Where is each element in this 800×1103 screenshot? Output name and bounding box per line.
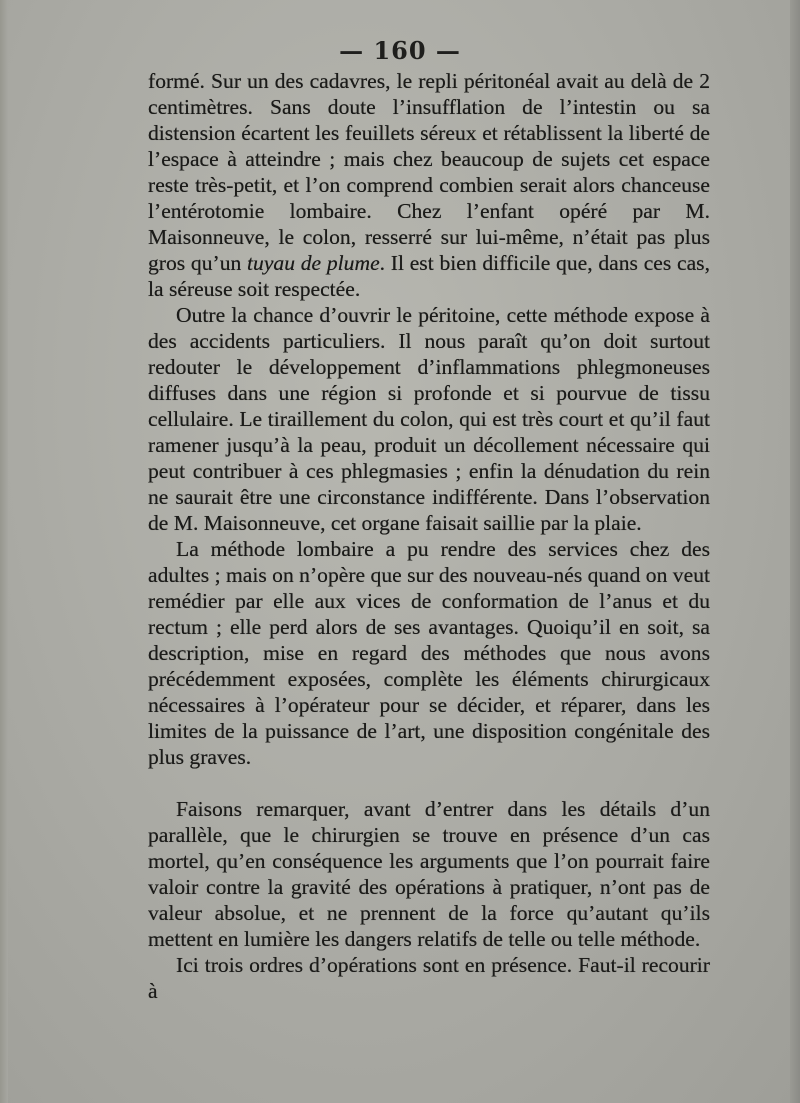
paragraph-1-italic: tuyau de plume [247, 251, 380, 275]
page-left-edge [0, 0, 8, 1103]
paragraph-5: Ici trois ordres d’opérations sont en présence. Faut-il recourir à [148, 953, 710, 1003]
body-text [148, 68, 710, 1004]
paragraph-4: Faisons remarquer, avant d’entrer dans les détails d’un parallèle, que le chirurgien se trouve en présence d’un cas mortel, qu’en conséquence les arguments que l’on pourrait faire valoir contre la gravité des opérations à pratiquer, n’ont pas de valeur absolue, et ne prennent de la force qu’autant qu’ils mettent en lumière les dangers relatifs de telle ou telle méthode. [148, 797, 710, 951]
page-number: — 160 — [339, 36, 461, 65]
paragraph-1-text-b: . Il est bien difficile que, dans ces cas, la séreuse soit respectée. [148, 251, 710, 301]
paragraph-2: Outre la chance d’ouvrir le péritoine, cette méthode expose à des accidents particuliers. Il nous paraît qu’on doit surtout redouter le développement d’inflammations phlegmoneuses diffuses dans une région si profonde et si pourvue de tissu cellulaire. Le tiraillement du colon, qui est très court et qu’il faut ramener jusqu’à la peau, produit un décollement nécessaire qui peut contribuer à ces phlegmasies ; enfin la dénudation du rein ne saurait être une circonstance indifférente. Dans l’observation de M. Maisonneuve, cet organe faisait saillie par la plaie. [148, 303, 710, 535]
page-right-edge [790, 0, 800, 1103]
paragraph-1-text-a: formé. Sur un des cadavres, le repli péritonéal avait au delà de 2 centimètres. Sans doute l’insufflation de l’intestin ou sa distension écartent les feuillets séreux et rétablissent la liberté de l’espace à atteindre ; mais chez beaucoup de sujets cet espace reste très-petit, et l’on comprend combien serait alors chanceuse l’entérotomie lombaire. Chez l’enfant opéré par M. Maisonneuve, le colon, resserré sur lui-même, n’était pas plus gros qu’un [148, 69, 710, 275]
paragraph-3: La méthode lombaire a pu rendre des services chez des adultes ; mais on n’opère que sur des nouveau-nés quand on veut remédier par elle aux vices de conformation de l’anus et du rectum ; elle perd alors de ses avantages. Quoiqu’il en soit, sa description, mise en regard des méthodes que nous avons précédemment exposées, complète les éléments chirurgicaux nécessaires à l’opérateur pour se décider, et réparer, dans les limites de la puissance de l’art, une disposition congénitale des plus graves. [148, 537, 710, 769]
paragraph-1 [148, 68, 710, 302]
